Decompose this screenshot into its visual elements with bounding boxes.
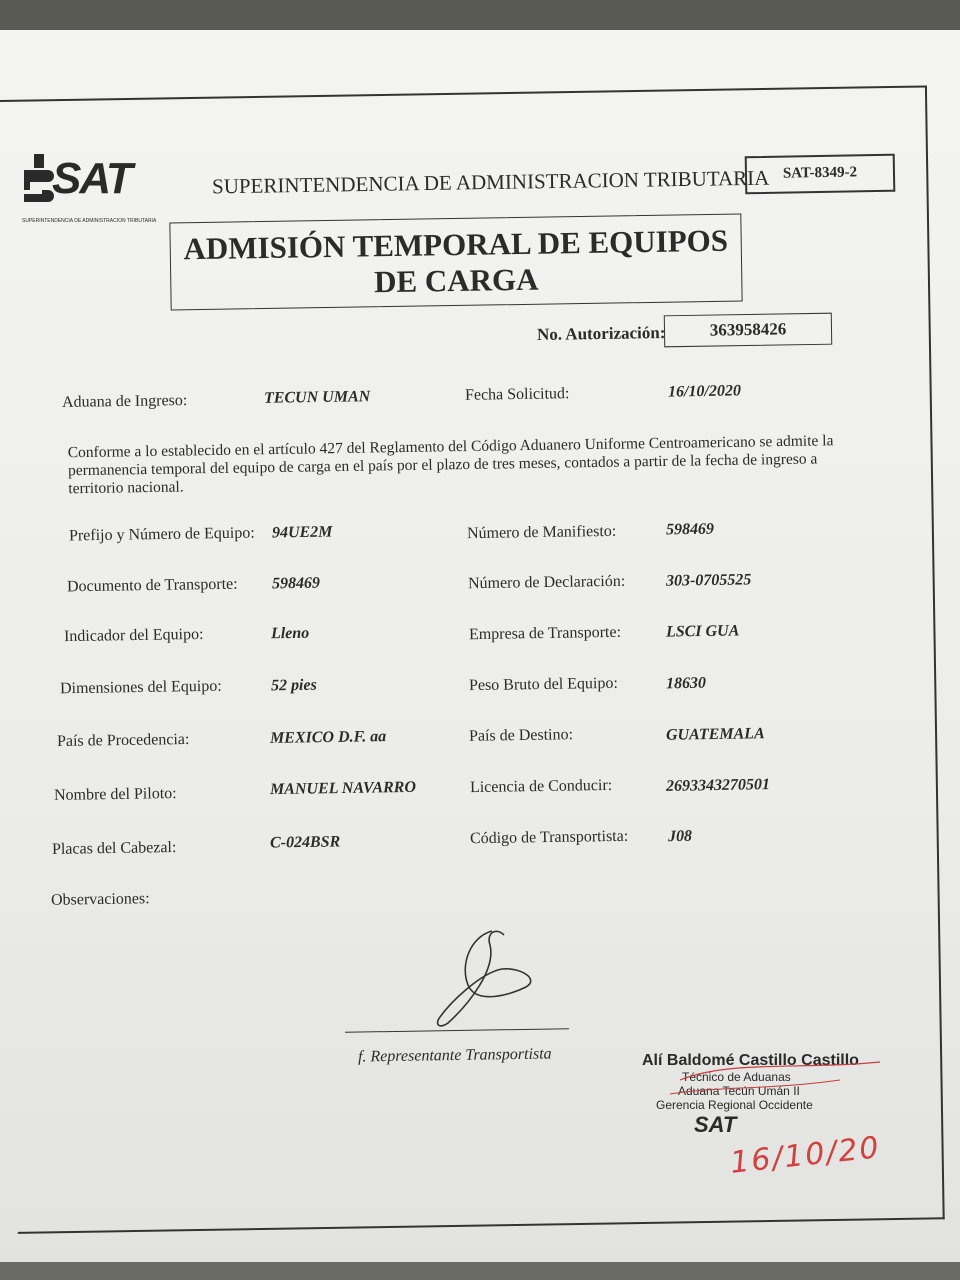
- title-box: [169, 214, 742, 311]
- peso-value: 18630: [665, 674, 707, 693]
- legal-paragraph: Conforme a lo establecido en el artículo 427 del Reglamento del Código Aduanero Uniforme Centroamericano se admite la permanencia temporal del equipo de carga en el país por el plazo de tres meses, contados a partir de la fecha de ingreso a territorio nacional.: [67, 432, 834, 498]
- codigo-value: J08: [667, 827, 693, 846]
- doc-transporte-label: Documento de Transporte:: [66, 575, 238, 596]
- prefijo-value: 94UE2M: [271, 523, 333, 542]
- authorization-label: No. Autorización:: [536, 322, 666, 345]
- stamp-department: Gerencia Regional Occidente: [656, 1098, 813, 1112]
- licencia-label: Licencia de Conducir:: [469, 776, 613, 797]
- procedencia-value: MEXICO D.F. aa: [269, 728, 387, 747]
- declaracion-value: 303-0705525: [665, 571, 752, 590]
- red-ink-marks: [640, 1050, 920, 1120]
- fecha-label: Fecha Solicitud:: [464, 385, 570, 404]
- signature-caption: f. Representante Transportista: [357, 1045, 552, 1066]
- declaracion-label: Número de Declaración:: [467, 572, 626, 593]
- indicador-value: Lleno: [270, 624, 310, 643]
- handwritten-date: 16/10/20: [728, 1130, 883, 1181]
- sat-logo-subtext: SUPERINTENDENCIA DE ADMINISTRACION TRIBUTARIA: [22, 218, 157, 224]
- empresa-label: Empresa de Transporte:: [468, 623, 622, 644]
- authorization-number: 363958426: [664, 313, 832, 348]
- handwritten-signature: [430, 925, 570, 1040]
- piloto-value: MANUEL NAVARRO: [269, 778, 417, 799]
- agency-name: SUPERINTENDENCIA DE ADMINISTRACION TRIBUTARIA: [211, 165, 770, 199]
- indicador-label: Indicador del Equipo:: [63, 625, 204, 646]
- manifiesto-value: 598469: [665, 520, 715, 539]
- prefijo-label: Prefijo y Número de Equipo:: [68, 524, 255, 545]
- fecha-value: 16/10/2020: [667, 382, 742, 401]
- dimensiones-value: 52 pies: [270, 676, 317, 695]
- document-title: ADMISIÓN TEMPORAL DE EQUIPOS DE CARGA: [183, 222, 729, 300]
- codigo-label: Código de Transportista:: [469, 827, 629, 848]
- destino-label: País de Destino:: [468, 726, 574, 745]
- destino-value: GUATEMALA: [665, 725, 765, 744]
- empresa-value: LSCI GUA: [665, 622, 740, 641]
- observaciones-label: Observaciones:: [50, 890, 150, 909]
- aduana-label: Aduana de Ingreso:: [61, 392, 188, 411]
- stamp-office: Aduana Tecún Umán II: [678, 1084, 800, 1098]
- peso-label: Peso Bruto del Equipo:: [468, 674, 619, 695]
- form-code: SAT-8349-2: [745, 154, 896, 195]
- dimensiones-label: Dimensiones del Equipo:: [59, 677, 222, 698]
- doc-transporte-value: 598469: [271, 574, 321, 593]
- aduana-value: TECUN UMAN: [263, 388, 371, 407]
- placas-label: Placas del Cabezal:: [51, 839, 177, 858]
- sat-logo-text: SAT: [52, 154, 131, 203]
- piloto-label: Nombre del Piloto:: [53, 785, 177, 804]
- sat-logo: [18, 152, 157, 232]
- procedencia-label: País de Procedencia:: [56, 730, 190, 751]
- background-surface: [0, 1262, 960, 1280]
- manifiesto-label: Número de Manifiesto:: [466, 522, 617, 543]
- stamp-title: Técnico de Aduanas: [682, 1070, 791, 1084]
- placas-value: C-024BSR: [269, 833, 341, 852]
- licencia-value: 2693343270501: [665, 776, 771, 795]
- stamp-sat-logo: SAT: [694, 1112, 737, 1137]
- stamp-name: Alí Baldomé Castillo Castillo: [642, 1052, 859, 1069]
